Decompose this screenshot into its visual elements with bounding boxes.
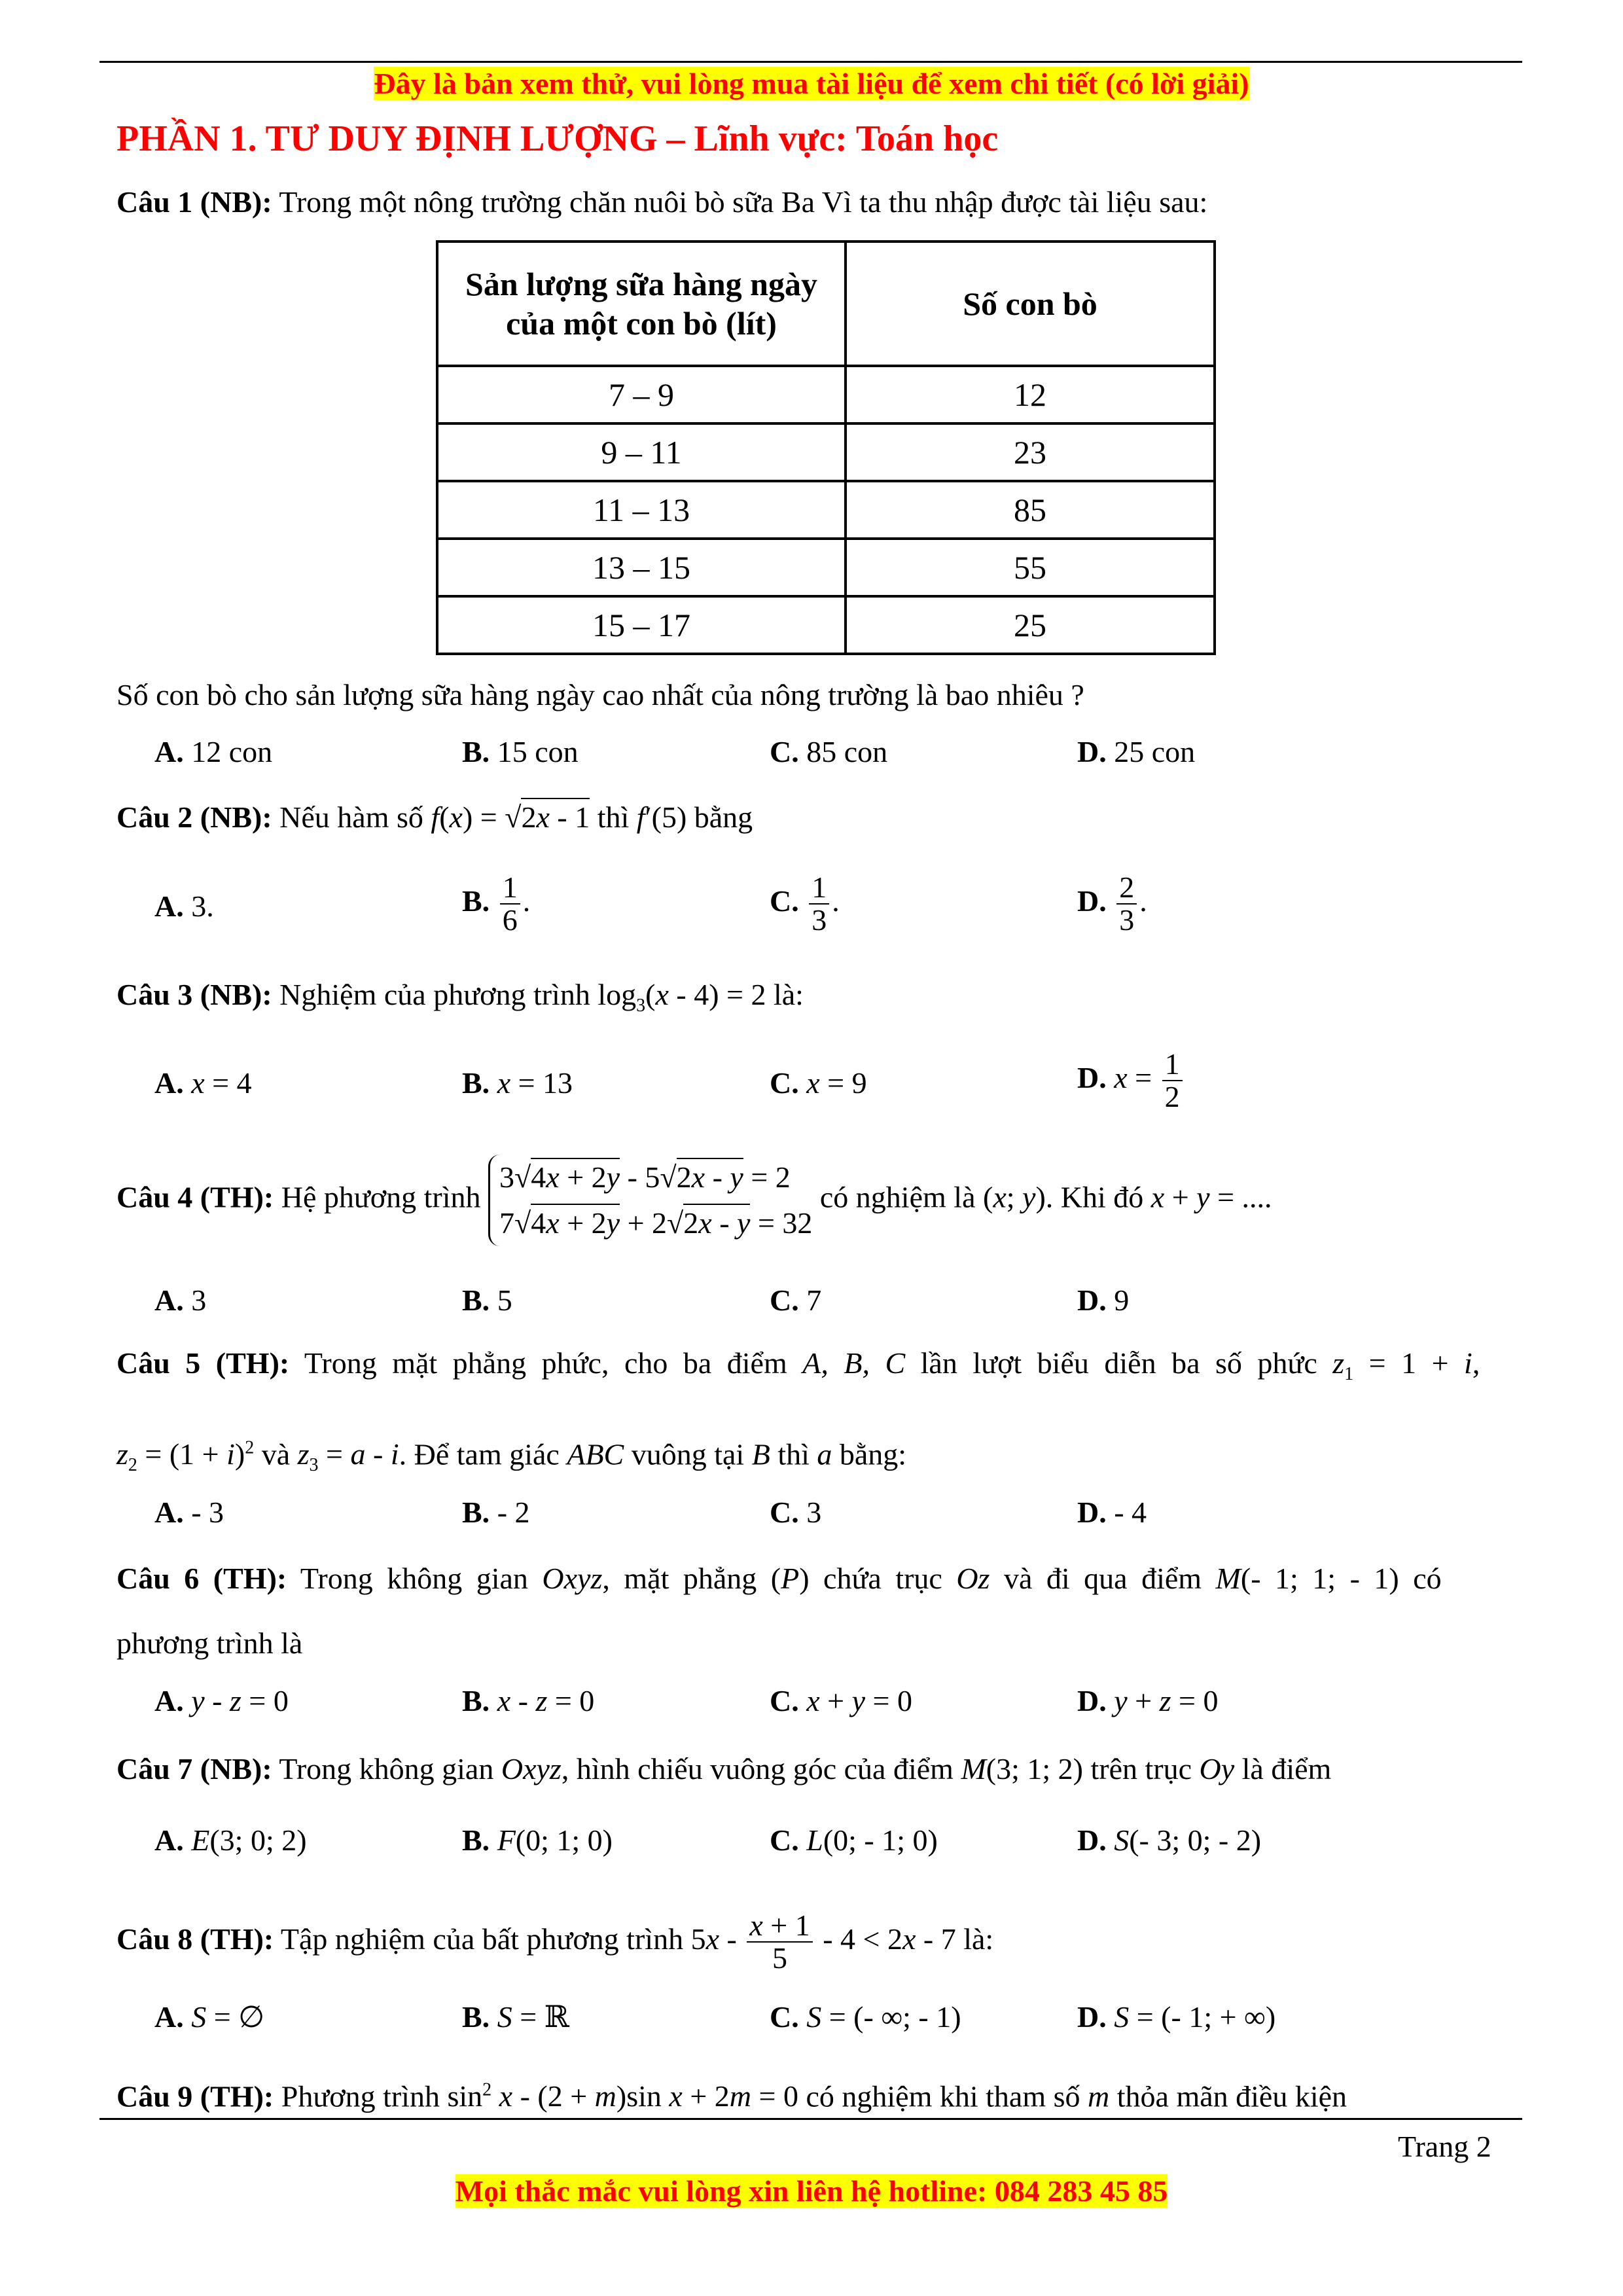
q9-text3: thỏa mãn điều kiện [1109,2079,1347,2113]
option-text: - 2 [497,1496,530,1529]
q5-text2: lần lượt biểu diễn ba số phức [905,1346,1333,1380]
table-cell: 23 [846,423,1215,481]
table-cell: 12 [846,366,1215,423]
q6-text3: chứa trục [809,1562,957,1595]
table-cell: 11 – 13 [437,481,846,539]
option-letter: D. [1077,884,1107,918]
table-cell: 7 – 9 [437,366,846,423]
q4-solution: (x; y) [982,1180,1046,1214]
q3-option-d[interactable]: D. x = $\frac{1}{2}$ [1077,1049,1185,1113]
q3-post: là: [773,978,804,1011]
q8-text: Tập nghiệm của bất phương trình [274,1922,691,1956]
option-text: 3. [191,889,214,923]
q5-stem-line2 [116,1430,906,1484]
q5-text5: thì [770,1437,817,1471]
q6-option-a[interactable]: A. y - z = 0 [154,1684,289,1717]
q2-derivative: f′(5) [636,800,687,834]
option-letter: B. [462,1496,490,1529]
q9-equation: $\sin^2 x - (2 + m)\sin$ x + 2m = 0 [447,2079,798,2113]
preview-banner-text: Đây là bản xem thử, vui lòng mua tài liệu để xem chi tiết (có lời giải) [374,67,1249,100]
q1-text: Trong một nông trường chăn nuôi bò sữa Ba Vì ta thu nhập được tài liệu sau: [272,185,1208,219]
option-letter: A. [154,735,184,768]
q6-space: Oxyz [542,1562,603,1595]
q6-label: Câu 6 (TH): [116,1562,287,1595]
table-row [437,596,1215,654]
q7-label: Câu 7 (NB): [116,1752,272,1785]
q5-label: Câu 5 (TH): [116,1346,290,1380]
q6-axis: Oz [956,1562,990,1595]
option-letter: A. [154,1283,184,1317]
q5-text: Trong mặt phẳng phức, cho ba điểm [289,1346,803,1380]
q1-option-c[interactable] [770,734,887,770]
option-letter: D. [1077,2000,1107,2034]
q5-z1: $z_1 = 1 + i$ [1332,1346,1472,1385]
q5-text3: . Để tam giác [399,1437,567,1471]
q5-z3: $z_3 = a - i$ [297,1437,399,1476]
q3-equation: $\log_3(x - 4) = 2$ [597,978,766,1016]
option-letter: C. [770,735,799,768]
q6-option-b[interactable]: B. x - z = 0 [462,1684,595,1717]
table-header-row [437,242,1215,366]
table-cell: 55 [846,539,1215,596]
q4-mid: có nghiệm là [819,1180,983,1214]
q6-plane: (P) [770,1562,810,1595]
q7-option-d[interactable]: D. S(- 3; 0; - 2) [1077,1823,1262,1857]
option-text: 85 con [806,735,888,768]
q2-mid: thì [597,800,637,834]
q7-space: Oxyz [501,1752,562,1785]
table-cell: 25 [846,596,1215,654]
q8-option-a[interactable]: A. S = ∅ [154,2000,265,2034]
q7-option-a[interactable]: A. E(3; 0; 2) [154,1823,307,1857]
q5-option-b[interactable] [462,1494,530,1531]
q8-post: là: [963,1922,994,1956]
option-letter: B. [462,1283,490,1317]
q9-stem [116,2072,1347,2115]
q6-stem-line2: phương trình là [116,1626,303,1660]
fraction: $\frac{2}{3}$ [1116,872,1137,937]
q9-label: Câu 9 (TH): [116,2079,274,2113]
option-letter: B. [462,2000,490,2034]
q3-stem [116,977,804,1024]
q8-option-b[interactable]: B. S = ℝ [462,2000,569,2034]
top-rule [99,61,1522,63]
option-letter: D. [1077,735,1107,768]
option-text: 3 [806,1496,822,1529]
header-milk-yield: Sản lượng sữa hàng ngày của một con bò (lít) [437,242,846,366]
option-letter: D. [1077,1684,1107,1717]
q3-pre: Nghiệm của phương trình [272,978,598,1011]
q6-point: M(- 1; 1; - 1) [1215,1562,1399,1595]
table-row [437,366,1215,423]
option-letter: C. [770,1823,799,1857]
q7-option-b[interactable]: B. F(0; 1; 0) [462,1823,613,1857]
q7-text3: trên trục [1082,1752,1200,1785]
q1-question: Số con bò cho sản lượng sữa hàng ngày cao nhất của nông trường là bao nhiêu ? [116,678,1084,711]
q6-option-d[interactable]: D. y + z = 0 [1077,1684,1219,1717]
option-letter: B. [462,735,490,768]
option-letter: B. [462,1066,490,1100]
header-cow-count: Số con bò [846,242,1215,366]
q9-param: m [1088,2079,1110,2113]
q2-function: f(x) = √2x - 1 [431,798,590,834]
milk-yield-table [436,240,1216,655]
hotline-text: Mọi thắc mắc vui lòng xin liên hệ hotline: 084 283 45 85 [455,2174,1168,2208]
option-letter: A. [154,1684,184,1717]
table-cell: 9 – 11 [437,423,846,481]
q2-option-d[interactable]: D. $\frac{2}{3}$ . [1077,870,1147,937]
option-letter: C. [770,1684,799,1717]
q7-text4: là điểm [1234,1752,1332,1785]
option-text: 7 [806,1283,822,1317]
q4-pre: Hệ phương trình [274,1180,489,1214]
table-cell: 13 – 15 [437,539,846,596]
q4-sum: x + y = .... [1150,1180,1272,1214]
table-row [437,481,1215,539]
option-text: 9 [1114,1283,1130,1317]
option-letter: A. [154,2000,184,2034]
q4-mid2: . Khi đó [1045,1180,1151,1214]
option-text: - 4 [1114,1496,1147,1529]
option-letter: D. [1077,1060,1107,1094]
q4-stem [116,1155,1272,1246]
option-text: 5 [497,1283,512,1317]
q1-option-a[interactable] [154,734,272,770]
option-letter: B. [462,1823,490,1857]
option-text: 15 con [497,735,579,768]
q9-text: Phương trình [274,2079,448,2113]
preview-banner [0,65,1623,102]
q5-text6: bằng: [832,1437,907,1471]
q8-option-d[interactable]: D. S = (- 1; + ∞) [1077,2000,1276,2034]
page-number: Trang 2 [1398,2130,1491,2163]
q7-option-c[interactable]: C. L(0; - 1; 0) [770,1823,938,1857]
q8-option-c[interactable]: C. S = (- ∞; - 1) [770,2000,961,2034]
q5-points: A, B, C [802,1346,906,1380]
q7-text2: , hình chiếu vuông góc của điểm [561,1752,961,1785]
option-letter: A. [154,1823,184,1857]
option-text: 25 con [1114,735,1196,768]
q2-option-b[interactable]: B. $\frac{1}{6}$ . [462,870,531,937]
q6-text: Trong không gian [287,1562,543,1595]
q4-label: Câu 4 (TH): [116,1180,274,1214]
q2-pre: Nếu hàm số [272,800,431,834]
q1-label: Câu 1 (NB): [116,185,272,219]
section-title: PHẦN 1. TƯ DUY ĐỊNH LƯỢNG – Lĩnh vực: Toán học [116,118,999,159]
q8-inequality: 5x - $\frac{x + 1}{5}$ - 4 < 2x - 7 [690,1909,956,1975]
q6-stem-line1 [116,1560,1442,1597]
fraction: $\frac{1}{6}$ [500,872,520,937]
option-letter: B. [462,884,490,918]
option-letter: C. [770,1496,799,1529]
option-letter: C. [770,2000,799,2034]
q7-text: Trong không gian [272,1752,501,1785]
option-letter: C. [770,1066,799,1100]
fraction: $\frac{1}{2}$ [1162,1049,1183,1113]
q6-text4: và đi qua điểm [990,1562,1216,1595]
option-text: 12 con [191,735,273,768]
q5-triangle: ABC [567,1437,624,1471]
q4-option-b[interactable] [462,1282,512,1319]
q3-option-b[interactable]: B. x = 13 [462,1066,573,1100]
q2-post: bằng [694,800,753,834]
option-letter: D. [1077,1283,1107,1317]
option-letter: D. [1077,1823,1107,1857]
bottom-rule [99,2118,1522,2120]
q6-option-c[interactable]: C. x + y = 0 [770,1684,912,1717]
q4-option-a[interactable] [154,1282,206,1319]
q6-text2: , mặt phẳng [602,1562,771,1595]
table-row [437,539,1215,596]
q2-option-c[interactable]: C. $\frac{1}{3}$ . [770,870,840,937]
option-text: 3 [191,1283,207,1317]
q7-axis: Oy [1199,1752,1235,1785]
q3-option-a[interactable]: A. x = 4 [154,1066,252,1100]
q3-label: Câu 3 (NB): [116,978,272,1011]
q4-option-d[interactable] [1077,1282,1129,1319]
q8-stem [116,1910,993,1975]
q5-text4: vuông tại [624,1437,752,1471]
q1-option-d[interactable] [1077,734,1195,770]
option-letter: A. [154,889,184,923]
option-letter: C. [770,884,799,918]
q2-stem [116,799,753,836]
q7-stem [116,1751,1331,1787]
fraction: $\frac{x + 1}{5}$ [747,1910,812,1975]
q8-label: Câu 8 (TH): [116,1922,274,1956]
table-cell: 85 [846,481,1215,539]
q5-option-a[interactable] [154,1494,224,1531]
option-letter: C. [770,1283,799,1317]
q4-system: 3√4x + 2y - 5√2x - y = 2 7√4x + 2y + 2√2x - y = 32 [488,1155,812,1246]
table-cell: 15 – 17 [437,596,846,654]
q5-param: a [817,1437,832,1471]
q7-point: M(3; 1; 2) [961,1752,1083,1785]
q2-option-a[interactable] [154,888,214,925]
option-letter: A. [154,1066,184,1100]
q5-and: và [254,1437,298,1471]
option-text: - 3 [191,1496,224,1529]
q5-option-d[interactable] [1077,1494,1147,1531]
q1-option-b[interactable] [462,734,579,770]
q4-option-c[interactable] [770,1282,821,1319]
fraction: $\frac{1}{3}$ [809,872,829,937]
hotline-banner [0,2173,1623,2210]
q5-option-c[interactable] [770,1494,821,1531]
q5-stem-line1: Câu 5 (TH): Trong mặt phẳng phức, cho ba điểm A, B, C lần lượt biểu diễn ba số phức $z_1 = 1 + i$, [116,1346,1480,1385]
q9-text2: có nghiệm khi tham số [798,2079,1088,2113]
q3-option-c[interactable]: C. x = 9 [770,1066,867,1100]
option-letter: B. [462,1684,490,1717]
q1-stem [116,184,1207,221]
option-letter: A. [154,1496,184,1529]
option-letter: D. [1077,1496,1107,1529]
q6-text5: có [1399,1562,1442,1595]
q5-z2: $z_2 = (1 + i)^2$ [116,1437,255,1476]
q2-label: Câu 2 (NB): [116,800,272,834]
table-row [437,423,1215,481]
q5-vertex: B [751,1437,770,1471]
